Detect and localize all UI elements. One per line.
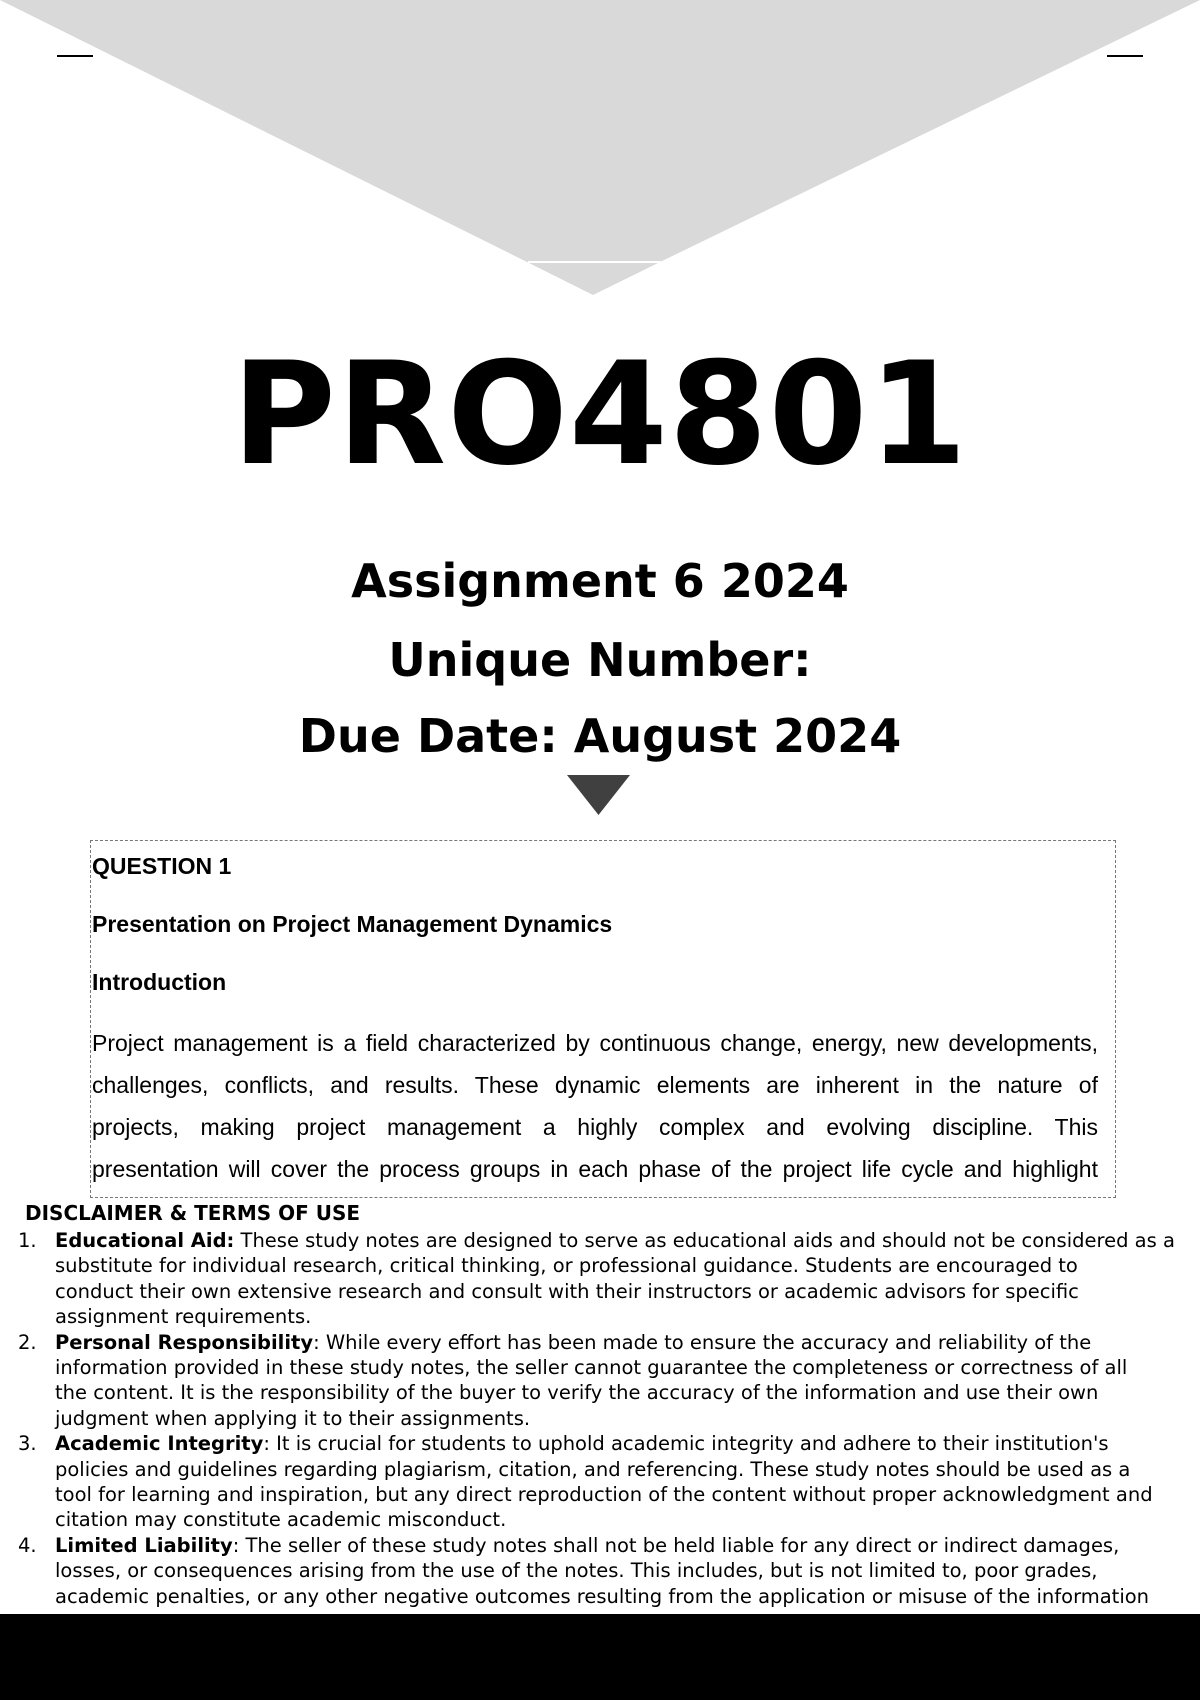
- header-chevron-banner: [0, 0, 1200, 300]
- item-title: Educational Aid:: [55, 1229, 235, 1252]
- item-line: losses, or consequences arising from the use of the notes. This includes, but is not limited to, poor grades,: [55, 1559, 1098, 1583]
- item-number: 4.: [18, 1533, 37, 1557]
- item-line: conduct their own extensive research and consult with their instructors or academic advisors for specific: [55, 1279, 1079, 1303]
- item-line: judgment when applying it to their assignments.: [55, 1406, 531, 1430]
- item-line: academic penalties, or any other negative outcomes resulting from the application or misuse of the information: [55, 1584, 1150, 1608]
- item-line: information provided in these study notes, the seller cannot guarantee the completeness or correctness of all: [55, 1356, 1128, 1380]
- item-number: 3.: [18, 1432, 37, 1456]
- disclaimer-heading: DISCLAIMER & TERMS OF USE: [25, 1201, 361, 1225]
- unique-number-label: Unique Number:: [388, 633, 812, 687]
- item-line: substitute for individual research, critical thinking, or professional guidance. Students are encouraged to: [55, 1254, 1078, 1278]
- item-text: : The seller of these study notes shall not be held liable for any direct or indirect damages,: [232, 1533, 1120, 1557]
- item-line: tool for learning and inspiration, but any direct reproduction of the content without proper acknowledgment and: [55, 1483, 1153, 1507]
- down-arrow-icon: [567, 775, 630, 815]
- item-text: : It is crucial for students to uphold academic integrity and adhere to their institution's: [263, 1432, 1109, 1456]
- item-title: Personal Responsibility: [55, 1330, 314, 1354]
- question-label: QUESTION 1: [92, 853, 232, 879]
- item-title: Limited Liability: [55, 1533, 233, 1557]
- item-line: assignment requirements.: [55, 1305, 312, 1329]
- item-number: 2.: [18, 1330, 37, 1354]
- item-line: the content. It is the responsibility of the buyer to verify the accuracy of the information and use their own: [55, 1381, 1099, 1405]
- item-line: [55, 1330, 1188, 1355]
- body-line: Project management is a field characterized by continuous change, energy, new developments,: [92, 1030, 1098, 1056]
- question-body: [92, 1022, 1098, 1190]
- disclaimer-list: [0, 1228, 1200, 1609]
- item-number: 1.: [18, 1229, 37, 1252]
- item-line: [55, 1228, 1188, 1253]
- footer-black-bar: [0, 1614, 1200, 1700]
- question-preview-box: [90, 840, 1116, 1198]
- disclaimer-item: [0, 1228, 1200, 1330]
- course-code: PRO4801: [231, 332, 969, 497]
- item-text: These study notes are designed to serve as educational aids and should not be considered as a: [234, 1229, 1175, 1252]
- item-line: [55, 1533, 1188, 1558]
- section-heading: Introduction: [92, 969, 227, 995]
- item-line: [55, 1431, 1188, 1456]
- item-line: citation may constitute academic misconduct.: [55, 1508, 507, 1532]
- body-line: projects, making project management a highly complex and evolving discipline. This: [92, 1114, 1098, 1140]
- corner-line-left: [57, 55, 93, 57]
- disclaimer-item: [0, 1431, 1200, 1533]
- corner-line-right: [1107, 55, 1143, 57]
- body-line: challenges, conflicts, and results. These dynamic elements are inherent in the nature of: [92, 1072, 1098, 1098]
- assignment-title: Assignment 6 2024: [351, 554, 849, 608]
- item-title: Academic Integrity: [55, 1432, 264, 1456]
- item-line: policies and guidelines regarding plagiarism, citation, and referencing. These study notes should be used as a: [55, 1457, 1131, 1481]
- body-line: presentation will cover the process groups in each phase of the project life cycle and highlight: [92, 1156, 1098, 1182]
- item-text: : While every effort has been made to ensure the accuracy and reliability of the: [313, 1330, 1092, 1354]
- question-title: Presentation on Project Management Dynamics: [92, 911, 613, 937]
- disclaimer-item: [0, 1330, 1200, 1432]
- disclaimer-item: [0, 1533, 1200, 1609]
- due-date: Due Date: August 2024: [298, 709, 902, 763]
